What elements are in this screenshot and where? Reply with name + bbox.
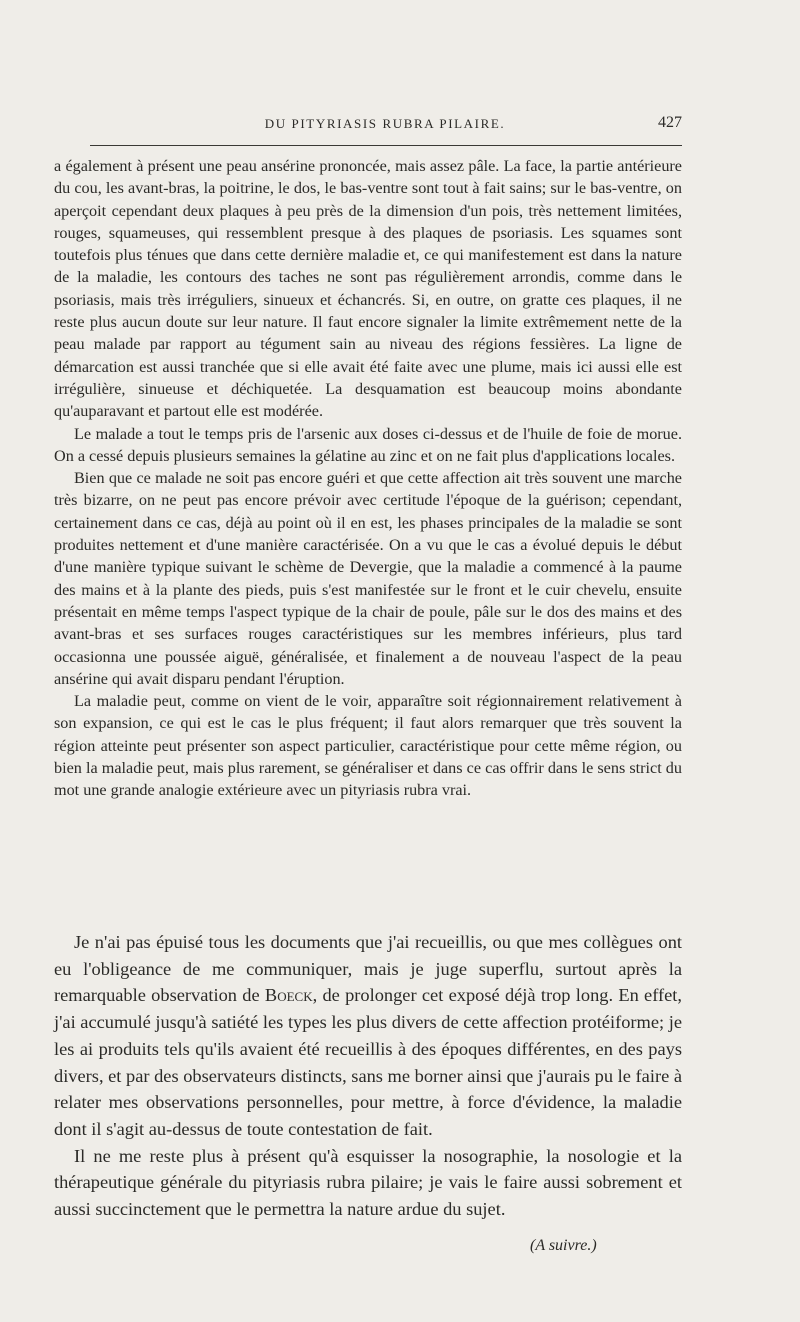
author-name: Boeck bbox=[264, 985, 313, 1006]
paragraph: Bien que ce malade ne soit pas encore guéri et que cette affection ait très souvent une marche très bizarre, on ne peut pas encore prévoir avec certitude l'époque de la guérison; cependant, certainement dans ce cas, déjà au point où il en est, les phases principales de la maladie se sont produites nettement et d'une manière caractérisée. On a vu que le cas a évolué depuis le début d'une manière typique suivant le schème de Devergie, que la maladie a commencé à la paume des mains et à la plante des pieds, puis s'est manifestée sur le front et le cuir chevelu, ensuite présentait en même temps l'aspect typique de la chair de poule, pâle sur le dos des mains et des avant-bras et ses surfaces rouges caractéristiques sur les membres inférieurs, plus tard occasionna une poussée aiguë, généralisée, et finalement a de nouveau l'aspect de la peau ansérine qui avait disparu pendant l'éruption. bbox=[54, 469, 682, 688]
header-rule bbox=[90, 145, 682, 146]
observation-text bbox=[54, 155, 682, 802]
page-number: 427 bbox=[658, 114, 682, 131]
page-header bbox=[88, 116, 682, 138]
text-span: , de prolonger cet exposé déjà trop long. En effet, j'ai accumulé jusqu'à satiété les types les plus divers de cette affection protéiforme; je les ai produits tels qu'ils avaient été recueillis à des époques différentes, en des pays divers, et par des observateurs distincts, sans me borner ainsi que j'aurais pu le faire à relater mes observations personnelles, pour mettre, à force d'évidence, la maladie dont il s'agit au-dessus de toute contestation de fait. bbox=[54, 985, 683, 1139]
continued-note: (A suivre.) bbox=[530, 1237, 597, 1254]
running-title: DU PITYRIASIS RUBRA PILAIRE. bbox=[264, 116, 506, 131]
paragraph: Le malade a tout le temps pris de l'arsenic aux doses ci-dessus et de l'huile de foie de morue. On a cessé depuis plusieurs semaines la gélatine au zinc et on ne fait plus d'applications locales. bbox=[54, 424, 682, 465]
paragraph bbox=[54, 929, 682, 1143]
text-span: Je n'ai pas épuisé tous les documents que j'ai recueillis, ou que mes collègues ont eu l'obligeance de me communiquer, mais je juge superflu, surtout après la remarquable observation de bbox=[54, 932, 682, 1006]
main-text bbox=[54, 929, 682, 1223]
paragraph: La maladie peut, comme on vient de le voir, apparaître soit régionnairement relativement à son expansion, ce qui est le cas le plus fréquent; il faut alors remarquer que très souvent la région atteinte peut présenter son aspect particulier, caractéristique pour cette même région, ou bien la maladie peut, mais plus rarement, se généraliser et dans ce cas offrir dans le sens strict du mot une grande analogie extérieure avec un pityriasis rubra vrai. bbox=[54, 692, 682, 800]
paragraph: Il ne me reste plus à présent qu'à esquisser la nosographie, la nosologie et la thérapeutique générale du pityriasis rubra pilaire; je vais le faire aussi sobrement et aussi succinctement que le permettra la nature ardue du sujet. bbox=[54, 1145, 682, 1220]
paragraph: a également à présent une peau ansérine prononcée, mais assez pâle. La face, la partie antérieure du cou, les avant-bras, la poitrine, le dos, le bas-ventre sont tout à fait sains; sur le bas-ventre, on aperçoit cependant deux plaques à peu près de la dimension d'un pois, très nettement limitées, rouges, squameuses, qui ressemblent presque à des plaques de psoriasis. Les squames sont toutefois plus ténues que dans cette dernière maladie et, ce qui manifestement est dans la nature de la maladie, les contours des taches ne sont pas régulièrement arrondis, comme dans le psoriasis, mais très irréguliers, sinueux et échancrés. Si, en outre, on gratte ces plaques, il ne reste plus aucun doute sur leur nature. Il faut encore signaler la limite extrêmement nette de la peau malade par rapport au tégument sain au niveau des régions fessières. La ligne de démarcation est aussi tranchée que si elle avait été faite avec une plume, mais ici aussi elle est irrégulière, sinueuse et déchiquetée. La desquamation est beaucoup moins abondante qu'auparavant et partout elle est modérée. bbox=[54, 157, 682, 421]
